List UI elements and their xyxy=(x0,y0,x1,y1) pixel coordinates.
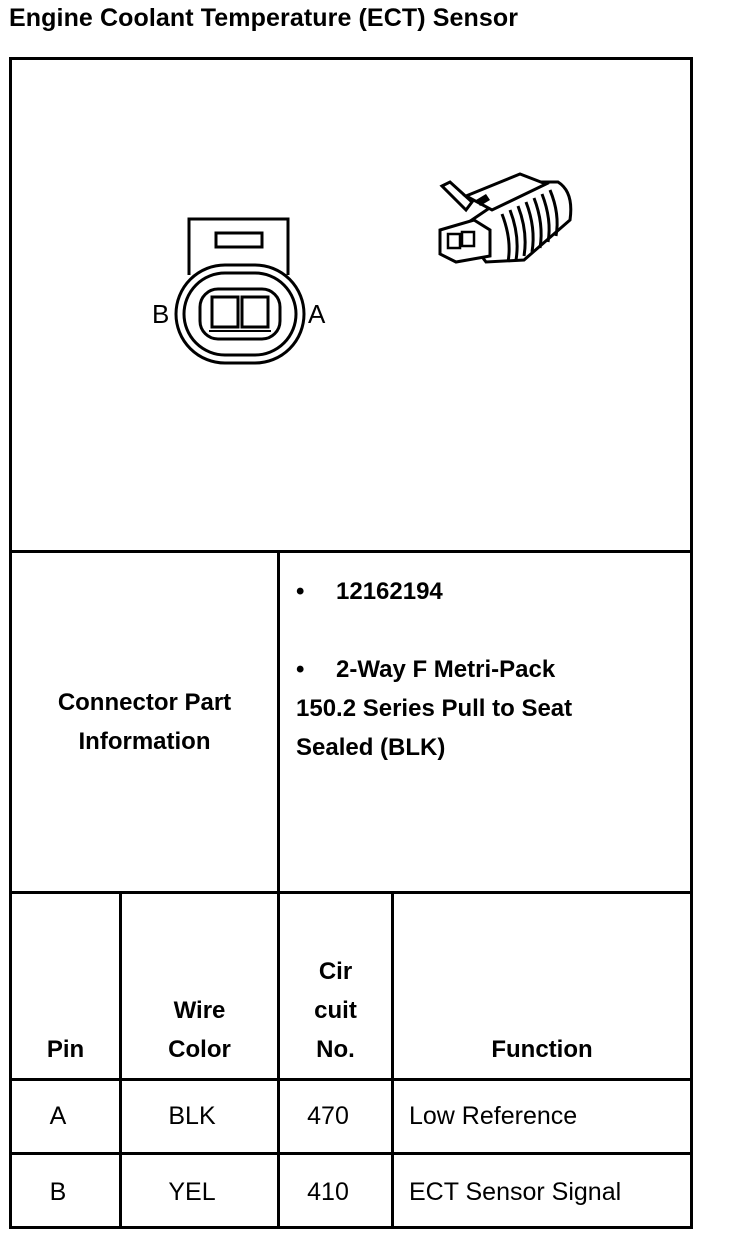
row-a-circuit xyxy=(280,1081,376,1152)
header-function xyxy=(394,894,690,1069)
cell-function: Low Reference xyxy=(409,1102,578,1130)
header-circuit-line3: No. xyxy=(316,1036,355,1063)
header-wire-color-line2: Color xyxy=(168,1036,231,1063)
header-function-text: Function xyxy=(491,1036,593,1063)
row-b-wire-color xyxy=(122,1155,262,1229)
description-row xyxy=(296,650,686,689)
cell-function: ECT Sensor Signal xyxy=(409,1177,622,1206)
row-b-pin xyxy=(12,1155,104,1229)
cell-wire-color: BLK xyxy=(168,1102,216,1130)
connector-isometric-diagram xyxy=(428,170,588,280)
description-line-2: 150.2 Series Pull to Seat xyxy=(296,695,573,722)
header-circuit-line1: Cir xyxy=(318,958,353,985)
cell-pin: B xyxy=(49,1177,67,1206)
part-number: 12162194 xyxy=(336,578,443,605)
header-wire-color xyxy=(122,894,277,1069)
description-line-3: Sealed (BLK) xyxy=(296,734,446,761)
cell-circuit: 470 xyxy=(307,1102,349,1130)
page-title: Engine Coolant Temperature (ECT) Sensor xyxy=(9,4,519,32)
row-a-function xyxy=(409,1081,689,1152)
cell-wire-color: YEL xyxy=(168,1177,216,1206)
bullet: • xyxy=(296,656,305,683)
divider-info-col xyxy=(277,550,280,894)
header-pin xyxy=(12,894,119,1069)
description-line-1: 2-Way F Metri-Pack xyxy=(336,656,556,683)
pin-label-b: B xyxy=(152,299,170,329)
row-a-pin xyxy=(12,1081,104,1152)
header-circuit xyxy=(280,894,391,1069)
row-b-function xyxy=(409,1155,689,1229)
connector-info-label xyxy=(12,553,277,891)
header-circuit-line2: cuit xyxy=(314,997,357,1024)
row-b-circuit xyxy=(280,1155,376,1229)
row-a-wire-color xyxy=(122,1081,262,1152)
cell-pin: A xyxy=(49,1102,67,1130)
header-wire-color-line1: Wire xyxy=(173,997,226,1024)
connector-info-label-text: Connector Part Information xyxy=(57,689,232,755)
part-number-row xyxy=(296,572,686,611)
connector-face-diagram xyxy=(140,205,340,375)
pin-label-a: A xyxy=(308,299,326,329)
bullet: • xyxy=(296,578,305,605)
cell-circuit: 410 xyxy=(307,1177,349,1206)
connector-info-details xyxy=(296,572,686,767)
header-pin-text: Pin xyxy=(46,1036,85,1063)
